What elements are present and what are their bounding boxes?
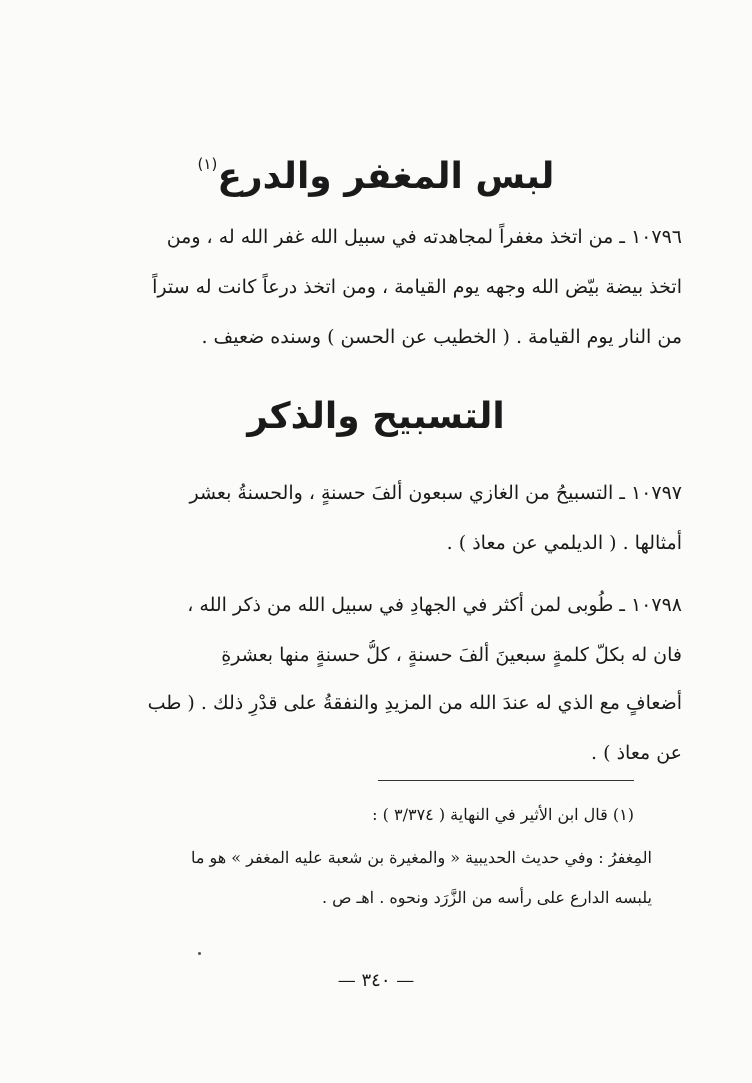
page-number: — ٣٤٠ —: [337, 970, 415, 991]
hadith-10798-line-3: أضعافٍ مع الذي له عندَ الله من المزيدِ والنفقةُ على قدْرِ ذلك . ( طب: [147, 692, 682, 714]
hadith-10797-line-2: أمثالها . ( الديلمي عن معاذ ) .: [446, 532, 682, 554]
hadith-10796-line-2: اتخذ بيضة بيّض الله وجهه يوم القيامة ، ومن اتخذ درعاً كانت له ستراً: [152, 276, 682, 298]
section-heading-tasbih: التسبيح والذكر: [247, 396, 505, 437]
footnote-divider: [378, 780, 634, 781]
heading-text: لبس المغفر والدرع: [217, 156, 555, 197]
hadith-10797-line-1: ١٠٧٩٧ ـ التسبيحُ من الغازي سبعون ألفَ حسنةٍ ، والحسنةُ بعشر: [189, 482, 682, 504]
paper-speck: [198, 952, 201, 955]
hadith-10798-line-1: ١٠٧٩٨ ـ طُوبى لمن أكثر في الجهادِ في سبيل الله من ذكر الله ،: [187, 594, 682, 616]
footnote-reference: (١): [197, 155, 218, 173]
section-heading-armor: [0, 145, 752, 202]
hadith-10796-line-1: ١٠٧٩٦ ـ من اتخذ مغفراً لمجاهدته في سبيل الله غفر الله له ، ومن: [166, 226, 682, 248]
hadith-10798-line-4: عن معاذ ) .: [591, 742, 682, 764]
hadith-10798-line-2: فان له بكلّ كلمةٍ سبعينَ ألفَ حسنةٍ ، كلُّ حسنةٍ منها بعشرةِ: [221, 644, 682, 666]
footnote-line-2: المِغفرُ : وفي حديث الحديبية « والمغيرة بن شعبة عليه المغفر » هو ما: [190, 848, 652, 867]
hadith-10796-line-3: من النار يوم القيامة . ( الخطيب عن الحسن ) وسنده ضعيف .: [201, 326, 682, 348]
footnote-line-3: يلبسه الدارع على رأسه من الزَّرَد ونحوه . اهـ ص .: [321, 888, 652, 907]
footnote-line-1: (١) قال ابن الأثير في النهاية ( ٣/٣٧٤ ) :: [372, 805, 634, 824]
